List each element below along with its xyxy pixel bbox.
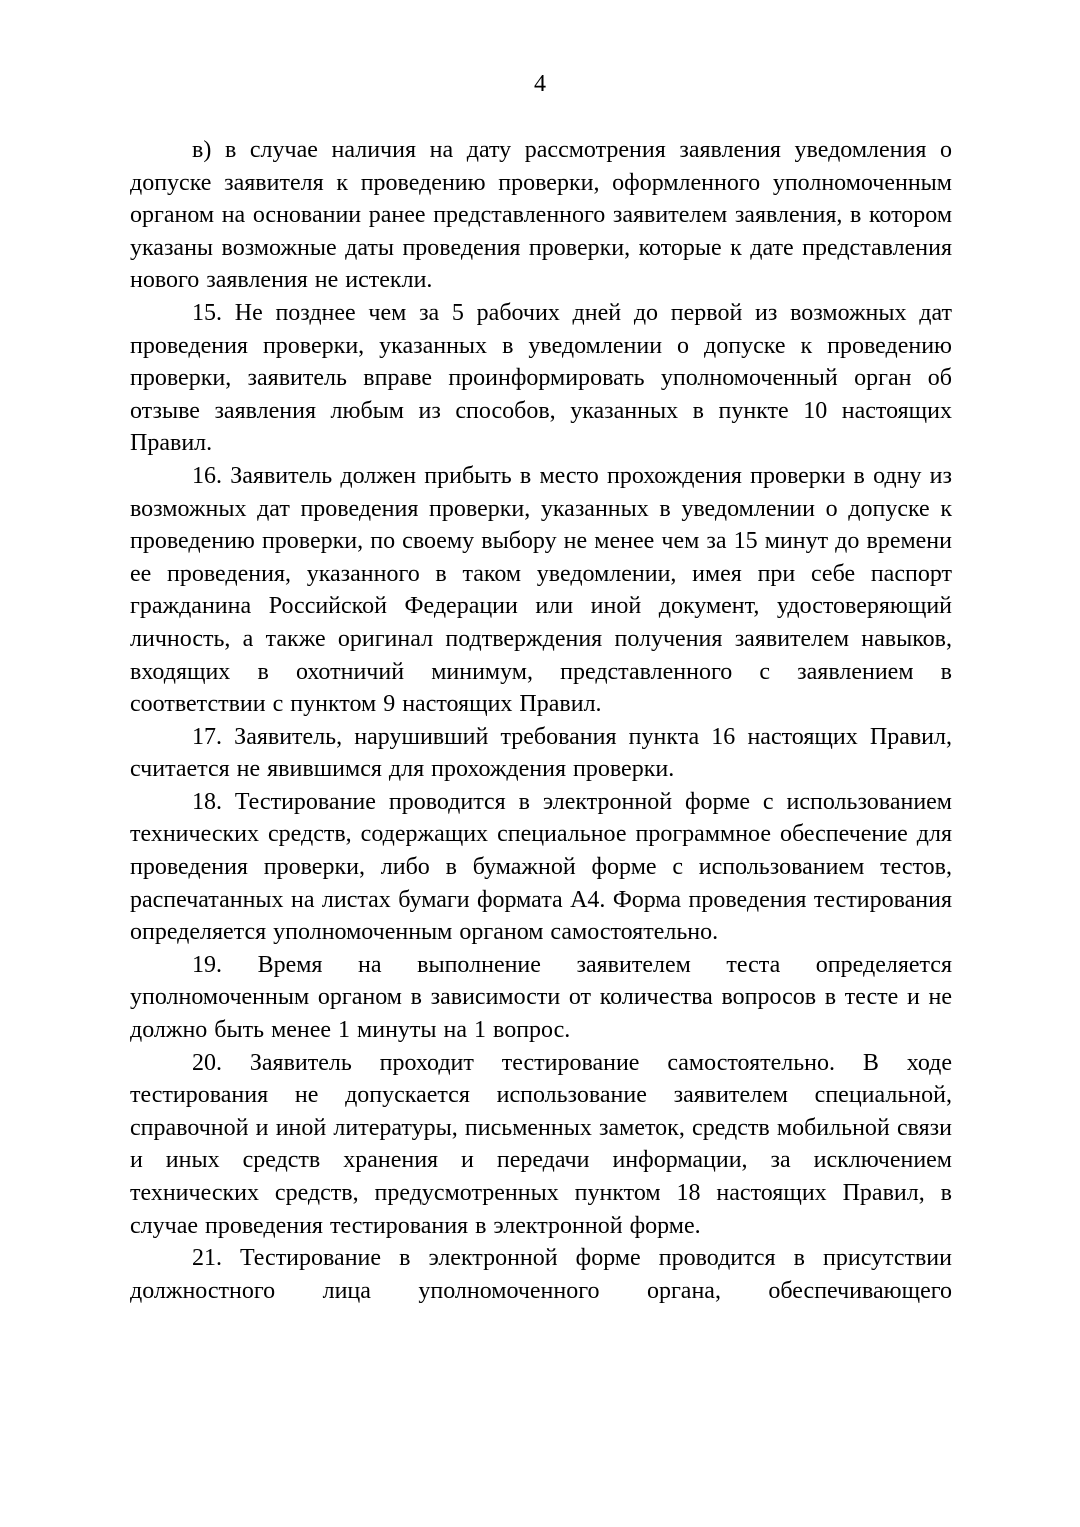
paragraph-v: в) в случае наличия на дату рассмотрения заявления уведомления о допуске заявителя к проведению проверки, оформленного уполномоченным органом на основании ранее представленного заявителем заявления, в котором указаны возможные даты проведения проверки, которые к дате представления нового заявления не истекли.	[130, 137, 952, 294]
paragraph-18: 18. Тестирование проводится в электронной форме с использованием технических средств, содержащих специальное программное обеспечение для проведения проверки, либо в бумажной форме с использованием тестов, распечатанных на листах бумаги формата А4. Форма проведения тестирования определяется уполномоченным органом самостоятельно.	[130, 788, 952, 946]
paragraph-20: 20. Заявитель проходит тестирование самостоятельно. В ходе тестирования не допускается использование заявителем специальной, справочной и иной литературы, письменных заметок, средств мобильной связи и иных средств хранения и передачи информации, за исключением технических средств, предусмотренных пунктом 18 настоящих Правил, в случае проведения тестирования в электронной форме.	[130, 1049, 952, 1239]
paragraph-16: 16. Заявитель должен прибыть в место прохождения проверки в одну из возможных дат проведения проверки, указанных в уведомлении о допуске к проведению проверки, по своему выбору не менее чем за 15 минут до времени ее проведения, указанного в таком уведомлении, имея при себе паспорт гражданина Российской Федерации или иной документ, удостоверяющий личность, а также оригинал подтверждения получения заявителем навыков, входящих в охотничий минимум, представленного с заявлением в соответствии с пунктом 9 настоящих Правил.	[130, 462, 952, 718]
paragraph-17: 17. Заявитель, нарушивший требования пункта 16 настоящих Правил, считается не явившимся для прохождения проверки.	[130, 723, 952, 783]
page-number: 4	[534, 71, 546, 97]
document-body	[130, 134, 952, 1307]
paragraph-19: 19. Время на выполнение заявителем теста определяется уполномоченным органом в зависимости от количества вопросов в тесте и не должно быть менее 1 минуты на 1 вопрос.	[130, 951, 952, 1044]
paragraph-15: 15. Не позднее чем за 5 рабочих дней до первой из возможных дат проведения проверки, указанных в уведомлении о допуске к проведению проверки, заявитель вправе проинформировать уполномоченный орган об отзыве заявления любым из способов, указанных в пункте 10 настоящих Правил.	[130, 299, 952, 457]
paragraph-21: 21. Тестирование в электронной форме проводится в присутствии должностного лица уполномоченного органа, обеспечивающего	[130, 1245, 952, 1304]
